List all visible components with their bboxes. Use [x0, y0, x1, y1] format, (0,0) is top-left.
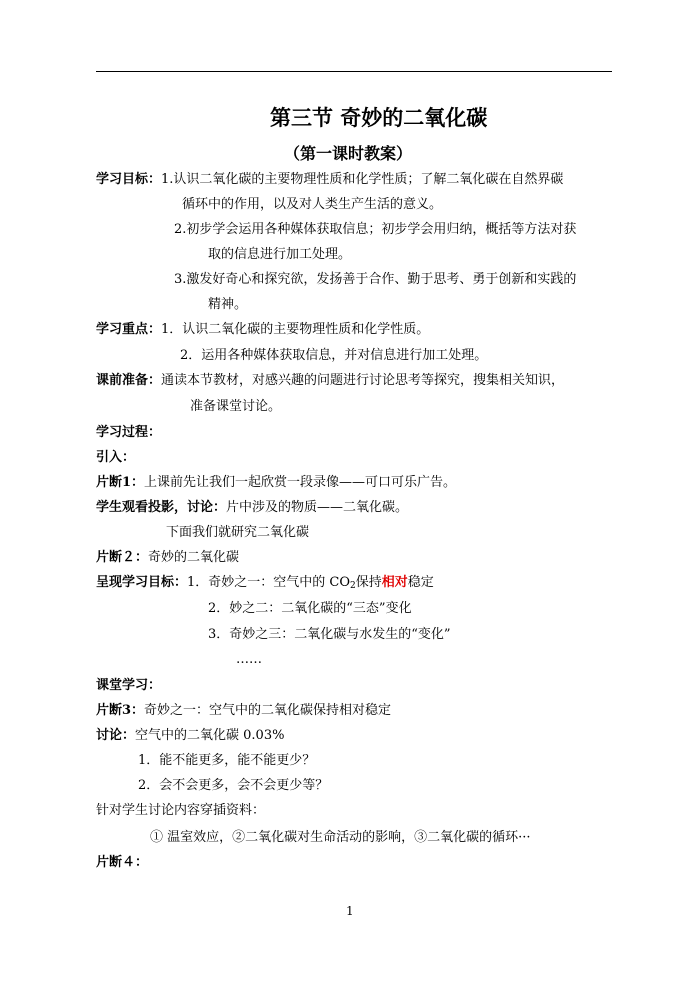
- preparation-line-1: 通读本节教材，对感兴趣的问题进行讨论思考等探究，搜集相关知识，: [161, 373, 565, 388]
- document-subtitle: （第一课时教案）: [284, 144, 413, 163]
- present-item-1-highlight: 相对: [381, 575, 408, 590]
- discuss-text: 空气中的二氧化碳 0.03%: [135, 728, 285, 743]
- objective-2-line-1: 2.初步学会运用各种媒体获取信息；初步学会用归纳，概括等方法对获: [174, 222, 577, 237]
- present-ellipsis: ……: [236, 652, 262, 667]
- objective-2-line-2: 取的信息进行加工处理。: [208, 247, 352, 262]
- objectives-label: 学习目标：: [96, 172, 162, 187]
- material-items: ① 温室效应，②二氧化碳对生命活动的影响，③二氧化碳的循环···: [150, 830, 531, 845]
- segment-4-label: 片断４：: [96, 855, 149, 870]
- key-points-label: 学习重点：: [96, 322, 162, 337]
- key-point-2: 2．运用各种媒体获取信息，并对信息进行加工处理。: [180, 348, 488, 363]
- intro-label: 引入：: [96, 450, 136, 465]
- question-1: 1．能不能更多，能不能更少？: [138, 753, 316, 768]
- segment-3-label: 片断3：: [96, 703, 145, 718]
- key-point-1: 1．认识二氧化碳的主要物理性质和化学性质。: [161, 322, 430, 337]
- present-item-1-pre: 1．奇妙之一：空气中的 CO: [187, 575, 351, 590]
- watch-row: [96, 499, 408, 517]
- watch-label: 学生观看投影，讨论：: [96, 500, 227, 515]
- objective-1-line-1: 1.认识二氧化碳的主要物理性质和化学性质；了解二氧化碳在自然界碳: [161, 172, 564, 187]
- objectives-row-1: [96, 171, 563, 189]
- present-item-1-sub: 2: [350, 581, 356, 591]
- question-2: 2．会不会更多，会不会更少等？: [138, 778, 329, 793]
- objective-3-line-2: 精神。: [208, 297, 248, 312]
- preparation-label: 课前准备：: [96, 373, 162, 388]
- preparation-line-2: 准备课堂讨论。: [190, 399, 282, 414]
- objective-3-line-1: 3.激发好奇心和探究欲，发扬善于合作、勤于思考、勇于创新和实践的: [174, 272, 577, 287]
- present-item-1-post: 稳定: [407, 575, 434, 590]
- present-item-1-mid: 保持: [355, 575, 382, 590]
- present-row-1: [96, 574, 434, 592]
- segment-1-text: 上课前先让我们一起欣赏一段录像——可口可乐广告。: [144, 475, 457, 490]
- segment-1-label: 片断1：: [96, 475, 145, 490]
- segment-2-row: [96, 549, 239, 567]
- segment-3-text: 奇妙之一：空气中的二氧化碳保持相对稳定: [144, 703, 392, 718]
- process-label: 学习过程：: [96, 425, 162, 440]
- page-number: 1: [346, 904, 354, 918]
- discuss-label: 讨论：: [96, 728, 136, 743]
- class-label: 课堂学习：: [96, 678, 162, 693]
- discuss-row: [96, 727, 284, 745]
- present-item-2: 2．妙之二：二氧化碳的“三态”变化: [208, 601, 412, 616]
- research-line: 下面我们就研究二氧化碳: [166, 525, 310, 540]
- present-item-3: 3．奇妙之三：二氧化碳与水发生的“变化”: [208, 627, 451, 642]
- material-line: 针对学生讨论内容穿插资料：: [96, 803, 266, 818]
- objective-1-line-2: 循环中的作用，以及对人类生产生活的意义。: [182, 197, 443, 212]
- segment-2-label: 片断２：: [96, 550, 149, 565]
- header-rule: [96, 71, 612, 72]
- watch-text: 片中涉及的物质——二氧化碳。: [226, 500, 409, 515]
- segment-1-row: [96, 474, 456, 492]
- document-title: 第三节 奇妙的二氧化碳: [270, 105, 488, 130]
- segment-3-row: [96, 702, 391, 720]
- segment-2-text: 奇妙的二氧化碳: [148, 550, 240, 565]
- preparation-row-1: [96, 372, 564, 390]
- key-points-row-1: [96, 321, 429, 339]
- present-label: 呈现学习目标：: [96, 575, 188, 590]
